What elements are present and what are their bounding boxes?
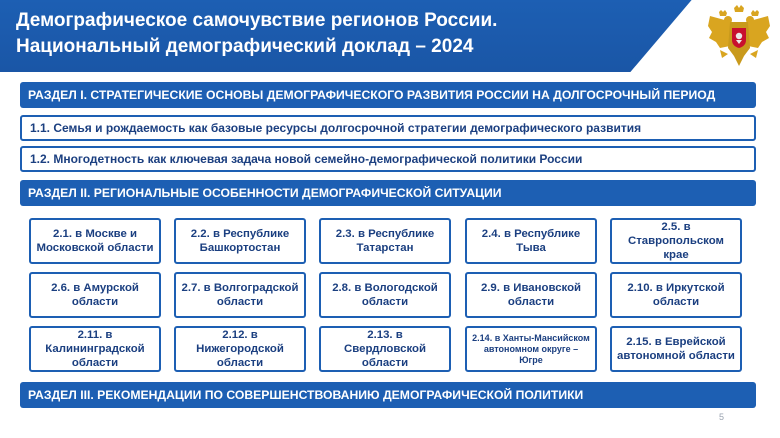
section-1-header: РАЗДЕЛ I. СТРАТЕГИЧЕСКИЕ ОСНОВЫ ДЕМОГРАФИЧЕСКОГО РАЗВИТИЯ РОССИИ НА ДОЛГОСРОЧНЫЙ ПЕРИОД [20, 82, 756, 108]
region-card-2-6: 2.6. в Амурской области [29, 272, 161, 318]
region-card-2-12: 2.12. в Нижегородской области [174, 326, 306, 372]
region-card-2-10: 2.10. в Иркутской области [610, 272, 742, 318]
title-line-1: Демографическое самочувствие регионов России. [16, 10, 498, 31]
slide-title [16, 8, 616, 60]
russian-coat-of-arms-icon [706, 4, 772, 68]
title-line-2: Национальный демографический доклад – 2024 [16, 36, 474, 57]
region-card-2-13: 2.13. в Свердловской области [319, 326, 451, 372]
region-card-2-11: 2.11. в Калининградской области [29, 326, 161, 372]
region-card-2-14: 2.14. в Ханты-Мансийском автономном округе – Югре [465, 326, 597, 372]
region-card-2-8: 2.8. в Вологодской области [319, 272, 451, 318]
section-2-header: РАЗДЕЛ II. РЕГИОНАЛЬНЫЕ ОСОБЕННОСТИ ДЕМОГРАФИЧЕСКОЙ СИТУАЦИИ [20, 180, 756, 206]
region-card-2-9: 2.9. в Ивановской области [465, 272, 597, 318]
region-card-2-7: 2.7. в Волгоградской области [174, 272, 306, 318]
region-card-2-2: 2.2. в Республике Башкортостан [174, 218, 306, 264]
section-3-header: РАЗДЕЛ III. РЕКОМЕНДАЦИИ ПО СОВЕРШЕНСТВОВАНИЮ ДЕМОГРАФИЧЕСКОЙ ПОЛИТИКИ [20, 382, 756, 408]
section-1-item-1: 1.1. Семья и рождаемость как базовые ресурсы долгосрочной стратегии демографического развития [20, 115, 756, 141]
section-1-item-2: 1.2. Многодетность как ключевая задача новой семейно-демографической политики России [20, 146, 756, 172]
region-card-2-5: 2.5. в Ставропольском крае [610, 218, 742, 264]
region-card-2-4: 2.4. в Республике Тыва [465, 218, 597, 264]
region-card-2-15: 2.15. в Еврейской автономной области [610, 326, 742, 372]
page-number: 5 [718, 412, 724, 422]
region-card-2-3: 2.3. в Республике Татарстан [319, 218, 451, 264]
region-card-2-1: 2.1. в Москве и Московской области [29, 218, 161, 264]
